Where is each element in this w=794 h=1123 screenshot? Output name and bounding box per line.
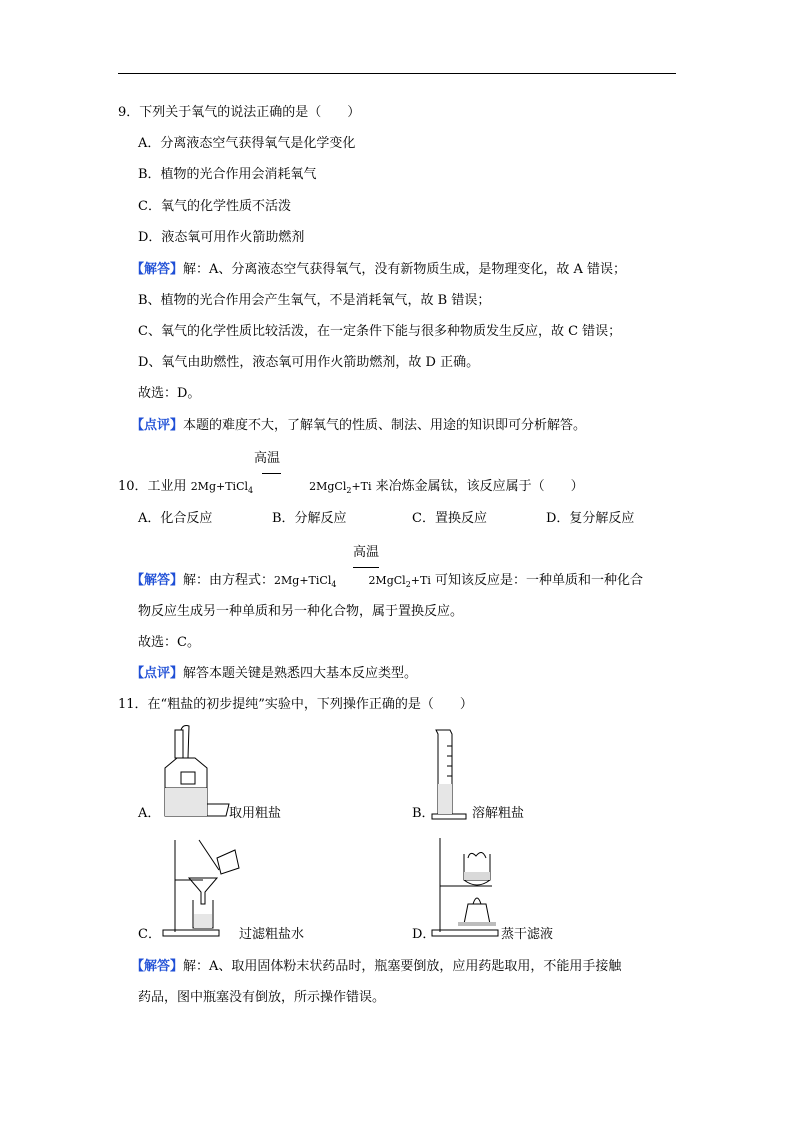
graduated-cylinder-illustration	[428, 726, 473, 822]
q11-option-d-caption: 蒸干滤液	[501, 927, 554, 942]
q11-answer-line-1	[131, 959, 621, 975]
q10-answer-eq-right-sub: 2	[405, 580, 411, 589]
q10-eq-right-tail: +Ti	[351, 480, 372, 493]
q11-answer-line-2: 药品，图中瓶塞没有倒放，所示操作错误。	[138, 990, 386, 1005]
evaporation-stand-illustration	[428, 834, 508, 938]
q10-option-a: A．化合反应	[138, 511, 213, 526]
q10-answer-arrow-line	[353, 567, 379, 568]
comment-tag: 【点评】	[131, 666, 184, 681]
q10-answer-eq-left: 2Mg+TiCl	[274, 574, 332, 587]
q10-eq-right: 2MgCl	[309, 480, 347, 493]
q11-option-a-caption: 取用粗盐	[229, 806, 282, 821]
q9-comment-line	[131, 418, 586, 434]
q11-stem: 11．在“粗盐的初步提纯”实验中，下列操作正确的是（ ）	[118, 697, 473, 712]
q9-comment-text: 本题的难度不大，了解氧气的性质、制法、用途的知识即可分析解答。	[183, 418, 587, 433]
q11-option-b-caption: 溶解粗盐	[472, 806, 525, 821]
q9-stem: 9．下列关于氧气的说法正确的是（ ）	[118, 105, 361, 120]
q10-stem	[118, 479, 584, 499]
q10-answer-suffix: 可知该反应是：一种单质和一种化合	[430, 573, 643, 588]
q11-option-d-letter: D．	[412, 927, 436, 942]
q10-answer-line-1	[131, 573, 643, 593]
q9-option-b: B．植物的光合作用会消耗氧气	[138, 167, 317, 182]
q10-eq-left: 2Mg+TiCl	[190, 480, 248, 493]
q10-option-b: B．分解反应	[272, 511, 347, 526]
reagent-bottle-illustration	[155, 724, 230, 820]
q9-option-d: D．液态氧可用作火箭助燃剂	[138, 230, 305, 245]
q10-comment-text: 解答本题关键是熟悉四大基本反应类型。	[183, 666, 418, 681]
q9-answer-choice: 故选：D。	[138, 386, 201, 401]
q10-answer-choice: 故选：C。	[138, 635, 200, 650]
q10-option-d: D．复分解反应	[546, 511, 635, 526]
q9-option-a: A．分离液态空气获得氧气是化学变化	[138, 136, 356, 151]
q9-answer-text-1: 解：A、分离液态空气获得氧气，没有新物质生成，是物理变化，故 A 错误；	[183, 262, 627, 277]
answer-tag: 【解答】	[131, 573, 184, 588]
q10-reaction-condition: 高温	[254, 451, 281, 466]
comment-tag: 【点评】	[131, 418, 184, 433]
q9-answer-line-4: D、氧气由助燃性，液态氧可用作火箭助燃剂，故 D 正确。	[138, 355, 480, 370]
q9-answer-line-1	[131, 262, 626, 278]
q10-answer-eq-right-tail: +Ti	[410, 574, 431, 587]
q11-option-a-letter: A．	[138, 806, 161, 821]
header-rule	[118, 73, 676, 74]
q11-option-b-letter: B．	[412, 806, 435, 821]
q11-option-c-letter: C．	[138, 927, 161, 942]
q10-option-c: C．置换反应	[412, 511, 487, 526]
q10-answer-eq-left-sub: 4	[331, 580, 337, 589]
q10-equation-arrow-line	[262, 473, 281, 474]
q10-eq-left-sub: 4	[248, 486, 254, 495]
q10-eq-right-sub: 2	[346, 486, 352, 495]
q10-answer-prefix: 解：由方程式：	[183, 573, 275, 588]
q9-option-c: C．氧气的化学性质不活泼	[138, 199, 291, 214]
q9-answer-line-2: B、植物的光合作用会产生氧气，不是消耗氧气，故 B 错误；	[138, 293, 491, 308]
q9-answer-line-3: C、氧气的化学性质比较活泼，在一定条件下能与很多种物质发生反应，故 C 错误；	[138, 324, 622, 339]
q10-answer-eq-right: 2MgCl	[368, 574, 406, 587]
q10-answer-reaction-condition: 高温	[353, 545, 380, 560]
q10-answer-line-2: 物反应生成另一种单质和另一种化合物，属于置换反应。	[138, 604, 464, 619]
q10-stem-prefix: 10．工业用	[118, 479, 191, 494]
filtration-stand-illustration	[155, 834, 240, 938]
answer-tag: 【解答】	[131, 959, 184, 974]
answer-tag: 【解答】	[131, 262, 184, 277]
q10-comment-line	[131, 666, 417, 682]
q10-stem-suffix: 来冶炼金属钛，该反应属于（ ）	[371, 479, 584, 494]
q11-option-c-caption: 过滤粗盐水	[239, 927, 305, 942]
q11-answer-text-1: 解：A、取用固体粉末状药品时，瓶塞要倒放，应用药匙取用，不能用手接触	[183, 959, 622, 974]
